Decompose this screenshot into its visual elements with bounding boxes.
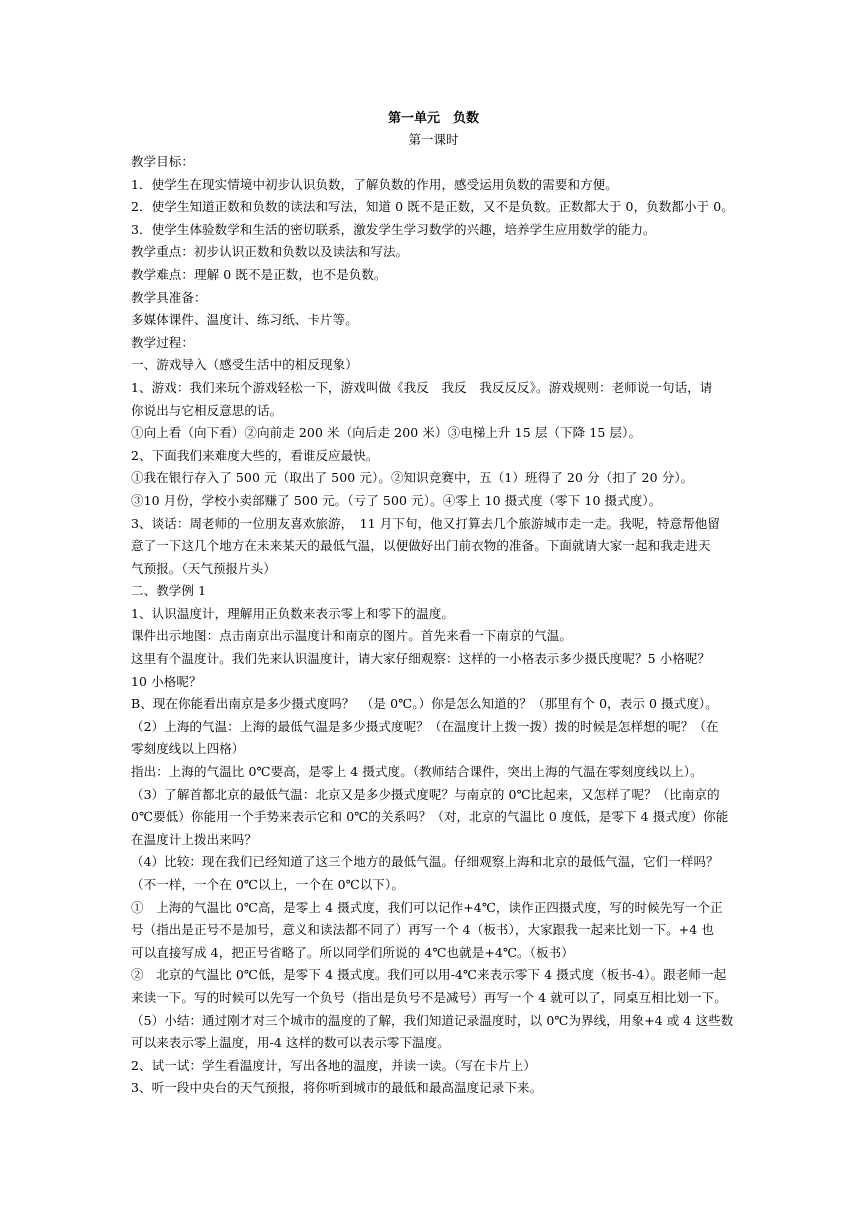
document-line: （4）比较：现在我们已经知道了这三个地方的最低气温。仔细观察上海和北京的最低气温，它们一样吗？	[131, 854, 719, 870]
document-line: 课件出示地图：点击南京出示温度计和南京的图片。首先来看一下南京的气温。	[131, 628, 573, 644]
document-line: 教学难点：理解 0 既不是正数，也不是负数。	[131, 266, 387, 282]
document-line: B、现在你能看出南京是多少摄式度吗？ （是 0℃。）你是怎么知道的？（那里有个 0，表示 0 摄式度）。	[131, 696, 718, 712]
document-line: （3）了解首都北京的最低气温：北京又是多少摄式度呢？与南京的 0℃比起来，又怎样了呢？（比南京的	[131, 786, 720, 802]
document-line: ① 上海的气温比 0℃高，是零上 4 摄式度，我们可以记作+4℃，读作正四摄式度，写的时候先写一个正	[131, 899, 723, 915]
document-line: （5）小结：通过刚才对三个城市的温度的了解，我们知道记录温度时，以 0℃为界线，用象+4 或 4 这些数	[131, 1012, 734, 1028]
document-subtitle: 第一课时	[408, 132, 459, 147]
document-line: 教学目标：	[131, 154, 195, 169]
document-line: 2、下面我们来难度大些的，看谁反应最快。	[131, 447, 379, 463]
document-line: 你说出与它相反意思的话。	[131, 402, 283, 418]
document-line: ② 北京的气温比 0℃低，是零下 4 摄式度。我们可以用-4℃来表示零下 4 摄式度（板书-4）。跟老师一起	[131, 967, 727, 983]
document-line: 可以来表示零上温度，用-4 这样的数可以表示零下温度。	[131, 1035, 450, 1051]
document-line: （不一样，一个在 0℃以上，一个在 0℃以下）。	[131, 877, 404, 892]
document-line: 在温度计上拨出来吗？	[131, 831, 258, 847]
document-line: ①我在银行存入了 500 元（取出了 500 元）。②知识竞赛中，五（1）班得了 20 分（扣了 20 分）。	[131, 470, 694, 486]
document-line: 2、试一试：学生看温度计，写出各地的温度，并读一读。（写在卡片上）	[131, 1057, 537, 1073]
document-line: 来读一下。写的时候可以先写一个负号（指出是负号不是减号）再写一个 4 就可以了，同桌互相比划一下。	[131, 989, 727, 1005]
document-line: 2．使学生知道正数和负数的读法和写法，知道 0 既不是正数，又不是负数。正数都大于 0，负数都小于 0。	[131, 199, 734, 215]
document-line: ③10 月份，学校小卖部赚了 500 元。（亏了 500 元）。④零上 10 摄式度（零下 10 摄式度）。	[131, 492, 662, 508]
document-line: 号（指出是正号不是加号，意义和读法都不同了）再写一个 4（板书），大家跟我一起来比划一下。+4 也	[131, 922, 714, 938]
document-line: 3．使学生体验数学和生活的密切联系，激发学生学习数学的兴趣，培养学生应用数学的能力。	[131, 221, 656, 237]
document-line: 一、游戏导入（感受生活中的相反现象）	[131, 357, 358, 373]
document-line: 指出：上海的气温比 0℃要高，是零上 4 摄式度。（教师结合课件，突出上海的气温在零刻度线以上）。	[131, 764, 703, 780]
document-line: 0℃要低）你能用一个手势来表示它和 0℃的关系吗？（对，北京的气温比 0 度低，是零下 4 摄式度）你能	[131, 809, 729, 825]
document-line: 1、游戏：我们来玩个游戏轻松一下，游戏叫做《我反 我反 我反反反》。游戏规则：老师说一句话，请	[131, 379, 713, 395]
document-line: 多媒体课件、温度计、练习纸、卡片等。	[131, 312, 358, 328]
document-title: 第一单元 负数	[387, 111, 479, 126]
document-line: 可以直接写成 4，把正号省略了。所以同学们所说的 4℃也就是+4℃。（板书）	[131, 944, 574, 960]
document-line: 教学具准备：	[131, 289, 207, 305]
document-body	[131, 151, 736, 1100]
document-line: ①向上看（向下看）②向前走 200 米（向后走 200 米）③电梯上升 15 层（下降 15 层）。	[131, 425, 642, 441]
document-line: （2）上海的气温：上海的最低气温是多少摄式度呢？（在温度计上拨一拨）拨的时候是怎样想的呢？（在	[131, 718, 719, 734]
document-line: 教学重点：初步认识正数和负数以及读法和写法。	[131, 244, 409, 260]
document-line: 1、认识温度计，理解用正负数来表示零上和零下的温度。	[131, 605, 455, 621]
document-line: 零刻度线以上四格）	[131, 741, 245, 757]
document-line: 二、教学例 1	[131, 583, 207, 599]
document-line: 3、听一段中央台的天气预报，将你听到城市的最低和最高温度记录下来。	[131, 1080, 543, 1096]
document-line: 气预报。（天气预报片头）	[131, 560, 276, 576]
document-line: 意了一下这几个地方在未来某天的最低气温，以便做好出门前衣物的准备。下面就请大家一起和我走进天	[131, 538, 711, 554]
document-line: 1．使学生在现实情境中初步认识负数，了解负数的作用，感受运用负数的需要和方便。	[131, 176, 618, 192]
document-line: 3、谈话：周老师的一位朋友喜欢旅游， 11 月下旬，他又打算去几个旅游城市走一走。我呢，特意帮他留	[131, 515, 720, 531]
document-line: 10 小格呢？	[131, 673, 202, 689]
document-line: 这里有个温度计。我们先来认识温度计，请大家仔细观察：这样的一小格表示多少摄氏度呢？5 小格呢？	[131, 651, 711, 667]
document-page	[131, 108, 736, 1100]
document-line: 教学过程：	[131, 334, 195, 350]
